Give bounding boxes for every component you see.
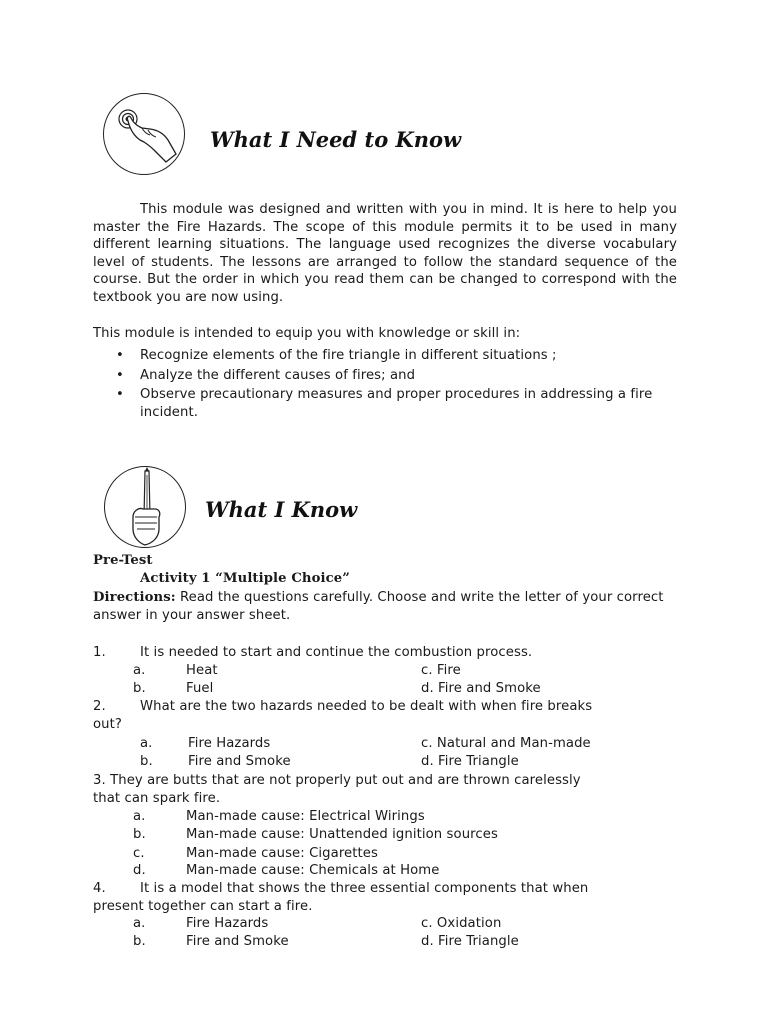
choice: d. Fire Triangle bbox=[421, 934, 519, 949]
choice: Man-made cause: Cigarettes bbox=[186, 846, 378, 861]
choice: c. Oxidation bbox=[421, 916, 502, 931]
objective-item: • Analyze the different causes of fires; and bbox=[140, 367, 680, 385]
section-title-what-i-know: What I Know bbox=[205, 497, 358, 522]
choice: c. Fire bbox=[421, 663, 461, 678]
choice: Fire Hazards bbox=[188, 736, 271, 751]
choice: Fire Hazards bbox=[186, 916, 269, 931]
question-number: 2. bbox=[93, 699, 106, 714]
choice-letter: d. bbox=[133, 863, 146, 878]
choice: Man-made cause: Unattended ignition sources bbox=[186, 827, 498, 842]
question-number: 1. bbox=[93, 645, 106, 660]
choice: Fuel bbox=[186, 681, 214, 696]
choice-letter: a. bbox=[133, 809, 146, 824]
choice-letter: b. bbox=[133, 934, 146, 949]
objective-item: • Recognize elements of the fire triangle in different situations ; bbox=[140, 347, 680, 365]
question-text: What are the two hazards needed to be dealt with when fire breaks bbox=[140, 699, 593, 714]
choice-letter: c. bbox=[133, 846, 145, 861]
choice: Man-made cause: Electrical Wirings bbox=[186, 809, 425, 824]
pretest-label: Pre-Test bbox=[93, 553, 153, 568]
choice-letter: b. bbox=[133, 681, 146, 696]
hand-holding-pencil-icon bbox=[104, 466, 186, 548]
question-number: 4. bbox=[93, 881, 106, 896]
choice: c. Natural and Man-made bbox=[421, 736, 591, 751]
question-text: It is needed to start and continue the combustion process. bbox=[140, 645, 533, 660]
section-title-what-i-need-to-know: What I Need to Know bbox=[210, 127, 462, 152]
question-text-continued: present together can start a fire. bbox=[93, 899, 313, 914]
choice: Fire and Smoke bbox=[188, 754, 291, 769]
choice-letter: b. bbox=[133, 827, 146, 842]
question-text-continued: out? bbox=[93, 717, 122, 732]
choice: Heat bbox=[186, 663, 218, 678]
module-intro-paragraph: This module was designed and written with you in mind. It is here to help you master the Fire Hazards. The scope of this module permits it to be used in many different learning situations. The language used recognizes the diverse vocabulary level of students. The lessons are arranged to follow the standard sequence of the course. But the order in which you read them can be changed to correspond with the textbook you are now using. bbox=[93, 202, 677, 305]
directions bbox=[93, 589, 683, 624]
directions-text: Read the questions carefully. Choose and write the letter of your correct answer in your answer sheet. bbox=[93, 590, 664, 623]
question-text: 3. They are butts that are not properly put out and are thrown carelessly bbox=[93, 773, 581, 788]
question-text: It is a model that shows the three essential components that when bbox=[140, 881, 589, 896]
objectives-lead: This module is intended to equip you with knowledge or skill in: bbox=[93, 326, 521, 341]
choice-letter: a. bbox=[140, 736, 153, 751]
question-text-continued: that can spark fire. bbox=[93, 791, 221, 806]
choice-letter: a. bbox=[133, 916, 146, 931]
activity-title: Activity 1 “Multiple Choice” bbox=[140, 571, 350, 586]
choice: Man-made cause: Chemicals at Home bbox=[186, 863, 440, 878]
choice: d. Fire Triangle bbox=[421, 754, 519, 769]
choice-letter: b. bbox=[140, 754, 153, 769]
pointing-hand-icon bbox=[103, 93, 185, 175]
choice-letter: a. bbox=[133, 663, 146, 678]
choice: d. Fire and Smoke bbox=[421, 681, 541, 696]
directions-label: Directions: bbox=[93, 590, 176, 605]
objective-item: • Observe precautionary measures and proper procedures in addressing a fire incident. bbox=[140, 386, 680, 421]
choice: Fire and Smoke bbox=[186, 934, 289, 949]
